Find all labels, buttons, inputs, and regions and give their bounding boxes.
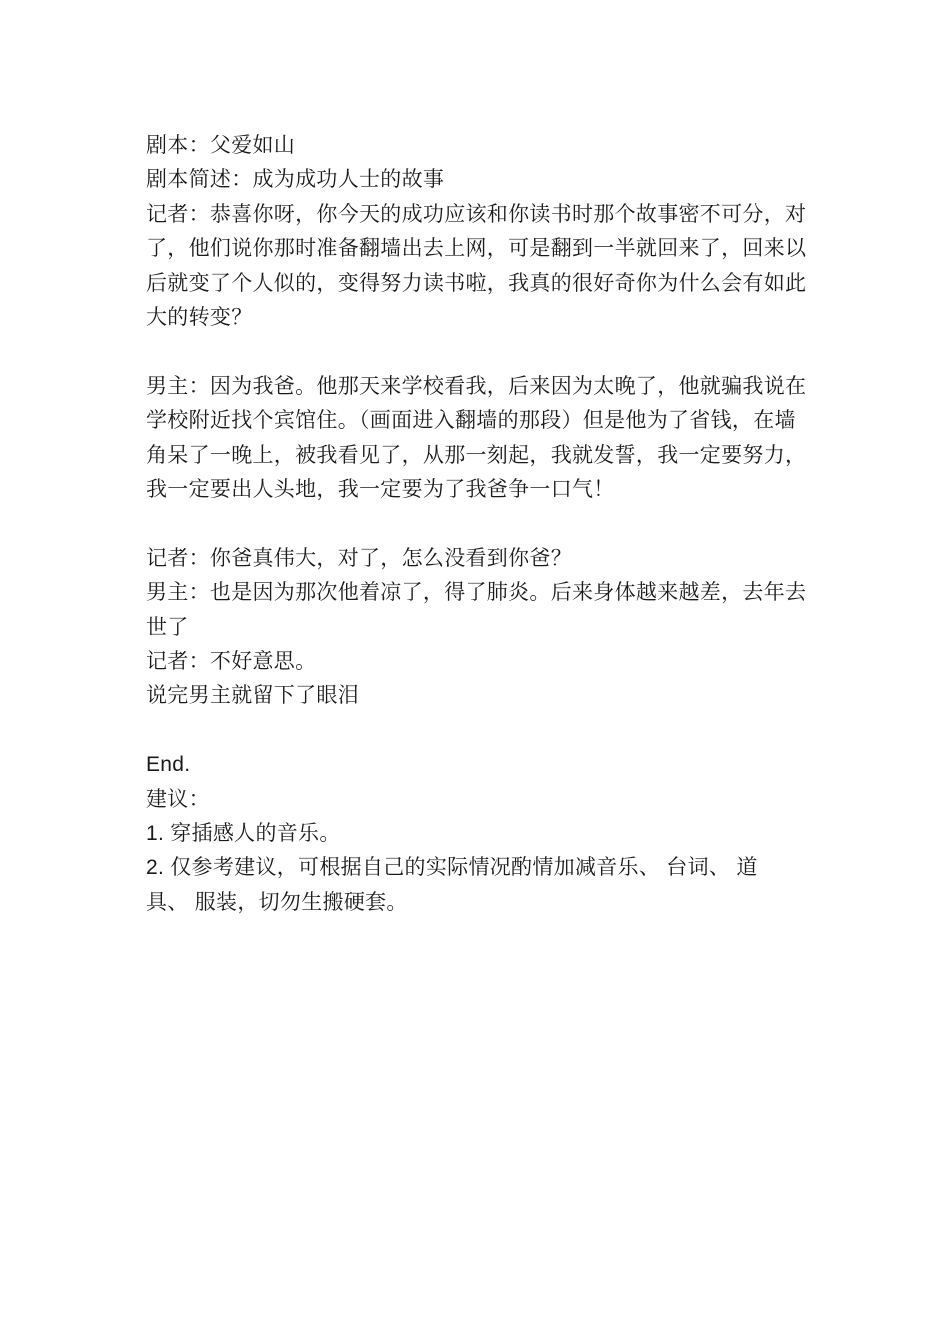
text-line: 建议： xyxy=(146,787,210,811)
text-line: 说完男主就留下了眼泪 xyxy=(146,684,359,708)
text-line: 学校附近找个宾馆住。（画面进入翻墙的那段）但是他为了省钱，在墙 xyxy=(146,409,796,433)
blank-line xyxy=(146,335,836,369)
text-line: 2. 仅参考建议，可根据自己的实际情况酌情加减音乐、 台词、 道 xyxy=(146,856,758,880)
text-line: 了，他们说你那时准备翻墙出去上网，可是翻到一半就回来了，回来以 xyxy=(146,237,807,261)
text-line: 记者：你爸真伟大，对了，怎么没看到你爸？ xyxy=(146,546,572,570)
text-line: 具、 服装，切勿生搬硬套。 xyxy=(146,890,408,914)
script-text xyxy=(146,129,836,920)
text-line: 剧本：父爱如山 xyxy=(146,134,296,157)
text-line: 1. 穿插感人的音乐。 xyxy=(146,822,341,846)
text-line: 我一定要出人头地，我一定要为了我爸争一口气！ xyxy=(146,478,615,502)
text-line: 记者：不好意思。 xyxy=(146,650,317,674)
text-line: End. xyxy=(146,753,191,777)
text-line: 男主：也是因为那次他着凉了，得了肺炎。后来身体越来越差，去年去 xyxy=(146,581,807,605)
blank-line xyxy=(146,714,836,748)
text-line: 角呆了一晚上，被我看见了，从那一刻起，我就发誓，我一定要努力， xyxy=(146,443,807,467)
text-line: 剧本简述：成为成功人士的故事 xyxy=(146,168,445,192)
text-line: 记者：恭喜你呀，你今天的成功应该和你读书时那个故事密不可分，对 xyxy=(146,202,807,226)
text-line: 大的转变？ xyxy=(146,306,253,330)
text-line: 世了 xyxy=(146,615,189,639)
blank-line xyxy=(146,507,836,541)
text-line: 后就变了个人似的，变得努力读书啦，我真的很好奇你为什么会有如此 xyxy=(146,271,807,295)
text-line: 男主：因为我爸。他那天来学校看我，后来因为太晚了，他就骗我说在 xyxy=(146,374,807,398)
